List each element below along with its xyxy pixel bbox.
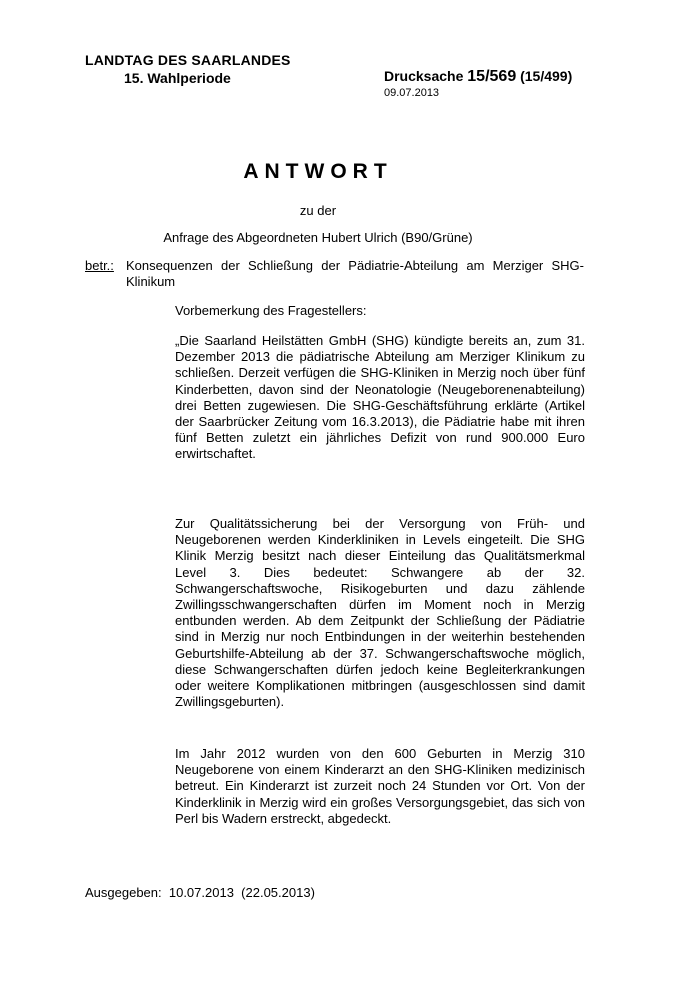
parliament-name: LANDTAG DES SAARLANDES bbox=[85, 52, 291, 68]
drucksache-ref: (15/499) bbox=[520, 68, 573, 84]
issued-label: Ausgegeben: bbox=[85, 885, 162, 900]
legislative-period: 15. Wahlperiode bbox=[124, 70, 231, 86]
drucksache-number: 15/569 bbox=[467, 68, 517, 85]
paragraph-1: „Die Saarland Heilstätten GmbH (SHG) kündigte bereits an, zum 31. Dezember 2013 die pädiatrische Abteilung am Merziger Klinikum zu schließen. Derzeit verfügen die SHG-Kliniken in Merzig noch über fünf Kinderbetten, davon sind der Neonatologie (Neugeborenenabteilung) drei Betten zugewiesen. Die SHG-Geschäftsführung erklärte (Artikel der Saarbrücker Zeitung vom 16.3.2013), die Pädiatrie habe mit ihren fünf Betten zuletzt ein jährliches Defizit von rund 900.000 Euro erwirtschaftet. bbox=[175, 333, 585, 462]
paragraph-2: Zur Qualitätssicherung bei der Versorgung von Früh- und Neugeborenen werden Kinderkliniken in Levels eingeteilt. Die SHG Klinik Merzig besitzt nach dieser Einteilung das Qualitätsmerkmal Level 3. Dies bedeutet: Schwangere ab der 32. Schwangerschaftswoche, Risikogeburten und dazu zählende Zwillingsschwangerschaften dürfen im Moment noch in Merzig entbunden werden. Ab dem Zeitpunkt der Schließung der Pädiatrie sind in Merzig nur noch Entbindungen in der weiterhin bestehenden Geburtshilfe-Abteilung ab der 37. Schwangerschaftswoche möglich, diese Schwangerschaften dürfen jedoch keine Begleiterkrankungen oder weitere Komplikationen mitbringen (ausgeschlossen sind damit Zwillingsgeburten). bbox=[175, 516, 585, 710]
paragraph-3: Im Jahr 2012 wurden von den 600 Geburten in Merzig 310 Neugeborene von einem Kinderarzt an den SHG-Kliniken medizinisch betreut. Ein Kinderarzt ist zurzeit noch 24 Stunden vor Ort. Von der Kinderklinik in Merzig wird ein großes Versorgungsgebiet, das sich von Perl bis Wadern erstreckt, abgedeckt. bbox=[175, 746, 585, 826]
document-date: 09.07.2013 bbox=[384, 87, 440, 99]
issued-date: 10.07.2013 bbox=[168, 885, 234, 900]
drucksache-line bbox=[384, 68, 572, 86]
issued-line bbox=[85, 885, 315, 900]
document-title: ANTWORT bbox=[243, 160, 393, 183]
betreff-text: Konsequenzen der Schließung der Pädiatrie-Abteilung am Merziger SHG-Klinikum bbox=[126, 258, 584, 289]
issued-ref-date: (22.05.2013) bbox=[241, 885, 315, 900]
anfrage-line: Anfrage des Abgeordneten Hubert Ulrich (B90/Grüne) bbox=[163, 230, 473, 245]
drucksache-label: Drucksache bbox=[384, 68, 464, 84]
betreff-label: betr.: bbox=[85, 258, 114, 273]
subtitle: zu der bbox=[299, 203, 337, 218]
vorbemerkung-heading: Vorbemerkung des Fragestellers: bbox=[175, 303, 367, 318]
